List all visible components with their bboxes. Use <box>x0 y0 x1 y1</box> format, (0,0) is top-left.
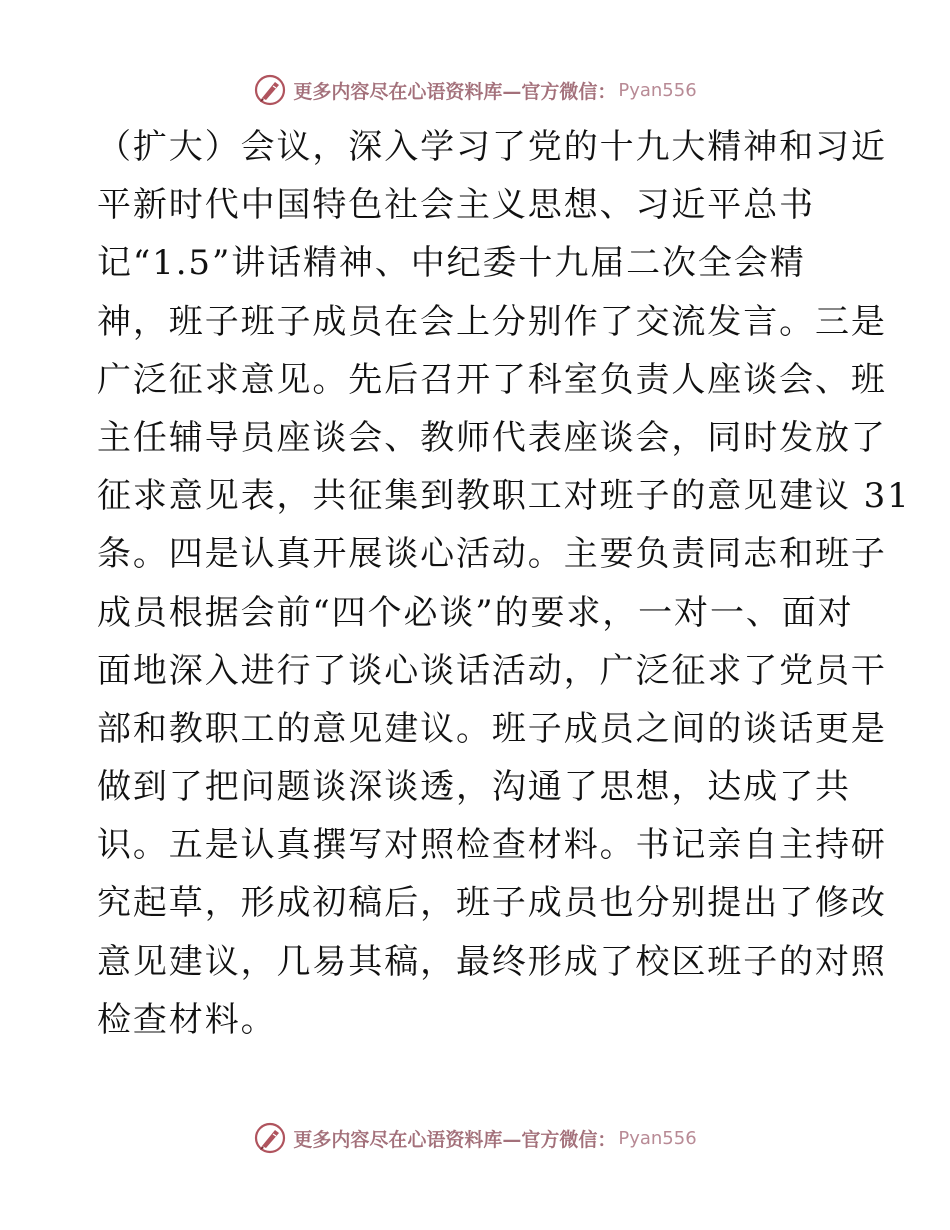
watermark-wechat-id: Pyan556 <box>618 79 697 101</box>
quill-pen-seal-icon <box>253 1121 287 1155</box>
text-line: 平新时代中国特色社会主义思想、习近平总书 <box>97 185 815 226</box>
text-line: 做到了把问题谈深谈透，沟通了思想，达成了共 <box>97 767 851 808</box>
text-line: 条。四是认真开展谈心活动。主要负责同志和班子 <box>97 534 887 575</box>
watermark-brand-text: 更多内容尽在心语资料库—官方微信： <box>293 1128 617 1151</box>
body-paragraph <box>97 118 911 1049</box>
footer-watermark <box>0 1118 950 1158</box>
text-line: 征求意见表，共征集到教职工对班子的意见建议 31 <box>97 476 911 517</box>
text-line: 神，班子班子成员在会上分别作了交流发言。三是 <box>97 301 887 342</box>
text-line: 成员根据会前“四个必谈”的要求，一对一、面对 <box>97 592 854 633</box>
text-line: 识。五是认真撰写对照检查材料。书记亲自主持研 <box>97 825 887 866</box>
text-line: 检查材料。 <box>97 999 277 1040</box>
text-line: 究起草，形成初稿后，班子成员也分别提出了修改 <box>97 883 887 924</box>
text-line: 部和教职工的意见建议。班子成员之间的谈话更是 <box>97 708 887 749</box>
watermark-brand-text: 更多内容尽在心语资料库—官方微信： <box>293 80 617 103</box>
text-line: 广泛征求意见。先后召开了科室负责人座谈会、班 <box>97 359 887 400</box>
header-watermark <box>0 70 950 110</box>
watermark-wechat-id: Pyan556 <box>618 1127 697 1149</box>
text-line: 意见建议，几易其稿，最终形成了校区班子的对照 <box>97 941 887 982</box>
text-line: 记“1.5”讲话精神、中纪委十九届二次全会精 <box>97 243 806 284</box>
text-line: 面地深入进行了谈心谈话活动，广泛征求了党员干 <box>97 650 887 691</box>
text-line: （扩大）会议，深入学习了党的十九大精神和习近 <box>97 127 887 167</box>
quill-pen-seal-icon <box>253 73 287 107</box>
text-line: 主任辅导员座谈会、教师代表座谈会，同时发放了 <box>97 417 887 458</box>
